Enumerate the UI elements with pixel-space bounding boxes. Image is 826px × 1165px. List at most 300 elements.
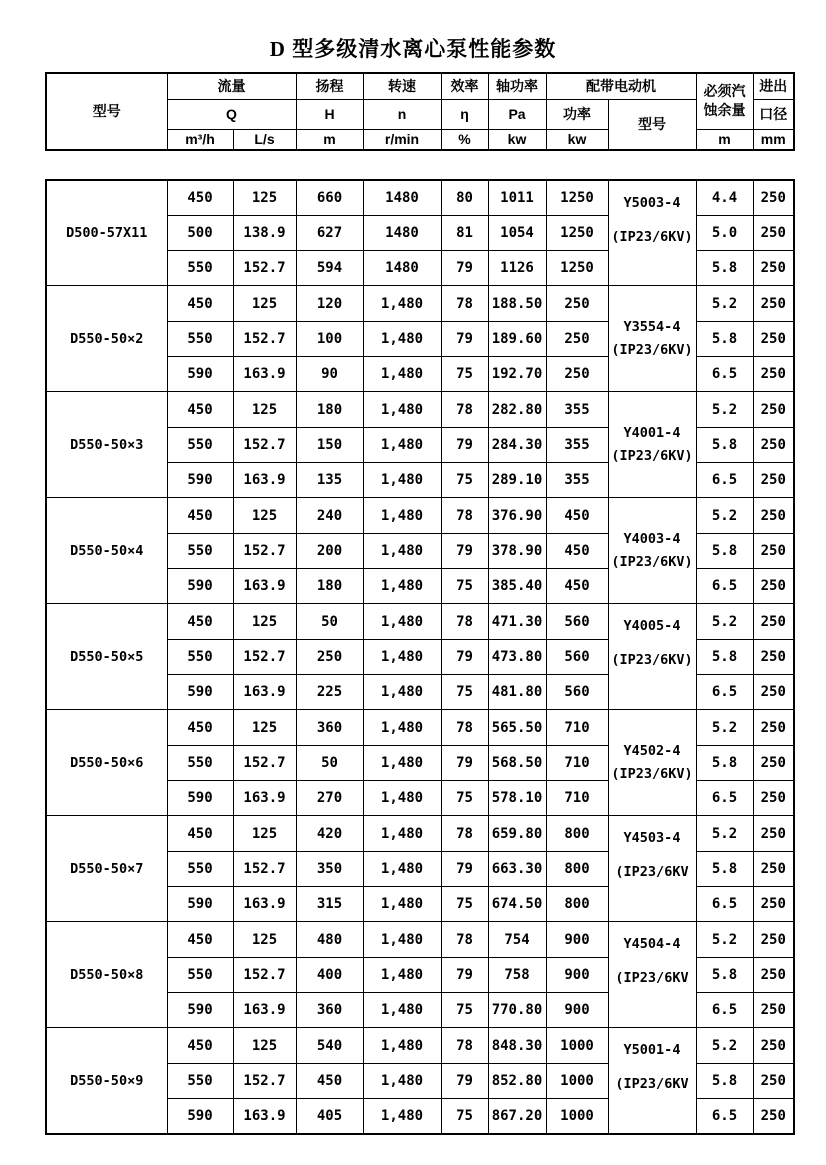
value-cell: 78 [441, 286, 488, 321]
value-cell: 1000 [546, 1063, 608, 1098]
value-cell: 152.7 [233, 533, 296, 568]
value-cell: 78 [441, 1028, 488, 1063]
table-row [46, 498, 794, 533]
value-cell: 163.9 [233, 357, 296, 392]
header-npsh-line2: 蚀余量 [703, 102, 746, 119]
value-cell: 400 [296, 957, 363, 992]
motor-model-text: Y4502-4 (IP23/6KV) [611, 742, 693, 782]
unit-npsh-m: m [696, 129, 753, 150]
value-cell: 125 [233, 816, 296, 851]
value-cell: 710 [546, 745, 608, 780]
port-diameter-cell: 250 [753, 887, 794, 922]
header-motor-group: 配带电动机 [546, 73, 696, 99]
value-cell: 125 [233, 498, 296, 533]
npsh-cell: 5.0 [696, 215, 753, 250]
pump-model-cell: D550-50×9 [46, 1028, 167, 1134]
npsh-cell: 5.2 [696, 922, 753, 957]
value-cell: 192.70 [488, 357, 546, 392]
motor-model-text: Y5001-4 (IP23/6KV [615, 1042, 689, 1093]
npsh-cell: 6.5 [696, 887, 753, 922]
header-npsh [696, 73, 753, 129]
value-cell: 360 [296, 710, 363, 745]
value-cell: 163.9 [233, 993, 296, 1028]
value-cell: 568.50 [488, 745, 546, 780]
value-cell: 152.7 [233, 321, 296, 356]
value-cell: 225 [296, 675, 363, 710]
value-cell: 125 [233, 710, 296, 745]
value-cell: 852.80 [488, 1063, 546, 1098]
value-cell: 75 [441, 993, 488, 1028]
unit-percent: % [441, 129, 488, 150]
value-cell: 125 [233, 392, 296, 427]
value-cell: 125 [233, 180, 296, 215]
value-cell: 150 [296, 427, 363, 462]
value-cell: 590 [167, 357, 233, 392]
value-cell: 450 [167, 604, 233, 639]
header-shaft-power: 轴功率 [488, 73, 546, 99]
header-npsh-line1: 必须汽 [703, 83, 746, 100]
value-cell: 550 [167, 1063, 233, 1098]
value-cell: 1480 [363, 215, 441, 250]
value-cell: 250 [546, 357, 608, 392]
motor-model-cell [608, 604, 696, 710]
motor-model-text: Y3554-4 (IP23/6KV) [611, 318, 693, 358]
value-cell: 1,480 [363, 957, 441, 992]
motor-model-cell [608, 710, 696, 816]
pump-model-cell: D550-50×8 [46, 922, 167, 1028]
header-port-line2: 口径 [753, 99, 794, 129]
value-cell: 754 [488, 922, 546, 957]
port-diameter-cell: 250 [753, 604, 794, 639]
value-cell: 550 [167, 427, 233, 462]
value-cell: 125 [233, 922, 296, 957]
value-cell: 473.80 [488, 639, 546, 674]
pump-model-cell: D500-57X11 [46, 180, 167, 286]
header-model: 型号 [46, 73, 167, 150]
port-diameter-cell: 250 [753, 710, 794, 745]
npsh-cell: 5.2 [696, 286, 753, 321]
value-cell: 590 [167, 781, 233, 816]
port-diameter-cell: 250 [753, 922, 794, 957]
value-cell: 284.30 [488, 427, 546, 462]
value-cell: 75 [441, 887, 488, 922]
unit-m3h: m³/h [167, 129, 233, 150]
value-cell: 405 [296, 1099, 363, 1134]
header-head: 扬程 [296, 73, 363, 99]
value-cell: 289.10 [488, 463, 546, 498]
value-cell: 560 [546, 604, 608, 639]
motor-model-cell [608, 1028, 696, 1134]
header-flow: 流量 [167, 73, 296, 99]
value-cell: 79 [441, 321, 488, 356]
value-cell: 590 [167, 993, 233, 1028]
header-motor-power: 功率 [546, 99, 608, 129]
value-cell: 75 [441, 357, 488, 392]
port-diameter-cell: 250 [753, 675, 794, 710]
value-cell: 152.7 [233, 427, 296, 462]
port-diameter-cell: 250 [753, 639, 794, 674]
value-cell: 79 [441, 251, 488, 286]
value-cell: 250 [296, 639, 363, 674]
value-cell: 163.9 [233, 1099, 296, 1134]
value-cell: 450 [546, 498, 608, 533]
value-cell: 471.30 [488, 604, 546, 639]
value-cell: 385.40 [488, 569, 546, 604]
pump-model-cell: D550-50×6 [46, 710, 167, 816]
header-n-symbol: n [363, 99, 441, 129]
value-cell: 50 [296, 604, 363, 639]
value-cell: 1,480 [363, 851, 441, 886]
table-row [46, 922, 794, 957]
unit-rmin: r/min [363, 129, 441, 150]
port-diameter-cell: 250 [753, 215, 794, 250]
npsh-cell: 6.5 [696, 463, 753, 498]
value-cell: 78 [441, 710, 488, 745]
value-cell: 163.9 [233, 463, 296, 498]
value-cell: 152.7 [233, 1063, 296, 1098]
port-diameter-cell: 250 [753, 569, 794, 604]
value-cell: 152.7 [233, 639, 296, 674]
value-cell: 79 [441, 1063, 488, 1098]
value-cell: 355 [546, 392, 608, 427]
port-diameter-cell: 250 [753, 357, 794, 392]
value-cell: 1,480 [363, 357, 441, 392]
value-cell: 800 [546, 887, 608, 922]
value-cell: 660 [296, 180, 363, 215]
value-cell: 180 [296, 392, 363, 427]
value-cell: 200 [296, 533, 363, 568]
value-cell: 450 [167, 1028, 233, 1063]
port-diameter-cell: 250 [753, 1099, 794, 1134]
value-cell: 450 [167, 816, 233, 851]
value-cell: 1000 [546, 1099, 608, 1134]
header-eta-symbol: η [441, 99, 488, 129]
pump-model-cell: D550-50×5 [46, 604, 167, 710]
value-cell: 900 [546, 993, 608, 1028]
value-cell: 674.50 [488, 887, 546, 922]
npsh-cell: 6.5 [696, 993, 753, 1028]
table-row [46, 392, 794, 427]
npsh-cell: 5.8 [696, 851, 753, 886]
value-cell: 78 [441, 392, 488, 427]
value-cell: 590 [167, 675, 233, 710]
value-cell: 565.50 [488, 710, 546, 745]
value-cell: 800 [546, 816, 608, 851]
port-diameter-cell: 250 [753, 463, 794, 498]
motor-model-cell [608, 922, 696, 1028]
value-cell: 420 [296, 816, 363, 851]
unit-ls: L/s [233, 129, 296, 150]
npsh-cell: 5.8 [696, 321, 753, 356]
value-cell: 550 [167, 639, 233, 674]
table-row [46, 1028, 794, 1063]
value-cell: 540 [296, 1028, 363, 1063]
value-cell: 376.90 [488, 498, 546, 533]
value-cell: 79 [441, 851, 488, 886]
port-diameter-cell: 250 [753, 321, 794, 356]
value-cell: 450 [296, 1063, 363, 1098]
value-cell: 90 [296, 357, 363, 392]
value-cell: 1,480 [363, 533, 441, 568]
value-cell: 138.9 [233, 215, 296, 250]
value-cell: 481.80 [488, 675, 546, 710]
value-cell: 1000 [546, 1028, 608, 1063]
port-diameter-cell: 250 [753, 498, 794, 533]
value-cell: 79 [441, 639, 488, 674]
value-cell: 240 [296, 498, 363, 533]
motor-model-text: Y4005-4 (IP23/6KV) [611, 618, 693, 669]
value-cell: 590 [167, 887, 233, 922]
npsh-cell: 6.5 [696, 1099, 753, 1134]
value-cell: 900 [546, 922, 608, 957]
value-cell: 848.30 [488, 1028, 546, 1063]
value-cell: 350 [296, 851, 363, 886]
value-cell: 125 [233, 604, 296, 639]
value-cell: 659.80 [488, 816, 546, 851]
value-cell: 79 [441, 745, 488, 780]
unit-kw-shaft: kw [488, 129, 546, 150]
value-cell: 79 [441, 533, 488, 568]
value-cell: 163.9 [233, 781, 296, 816]
npsh-cell: 6.5 [696, 675, 753, 710]
value-cell: 75 [441, 569, 488, 604]
value-cell: 550 [167, 533, 233, 568]
port-diameter-cell: 250 [753, 251, 794, 286]
value-cell: 1,480 [363, 1028, 441, 1063]
value-cell: 270 [296, 781, 363, 816]
value-cell: 152.7 [233, 851, 296, 886]
value-cell: 188.50 [488, 286, 546, 321]
npsh-cell: 6.5 [696, 569, 753, 604]
value-cell: 710 [546, 710, 608, 745]
npsh-cell: 5.2 [696, 392, 753, 427]
value-cell: 1,480 [363, 639, 441, 674]
table-row [46, 180, 794, 215]
value-cell: 1054 [488, 215, 546, 250]
npsh-cell: 5.2 [696, 498, 753, 533]
npsh-cell: 5.8 [696, 427, 753, 462]
spec-table-body [45, 179, 795, 1135]
npsh-cell: 6.5 [696, 357, 753, 392]
value-cell: 163.9 [233, 887, 296, 922]
value-cell: 867.20 [488, 1099, 546, 1134]
value-cell: 163.9 [233, 675, 296, 710]
value-cell: 75 [441, 781, 488, 816]
value-cell: 250 [546, 321, 608, 356]
npsh-cell: 5.2 [696, 1028, 753, 1063]
value-cell: 1480 [363, 251, 441, 286]
value-cell: 1250 [546, 180, 608, 215]
value-cell: 450 [167, 922, 233, 957]
motor-model-text: Y4503-4 (IP23/6KV [615, 830, 689, 881]
page-title: D 型多级清水离心泵性能参数 [269, 37, 557, 61]
value-cell: 75 [441, 675, 488, 710]
npsh-cell: 5.8 [696, 745, 753, 780]
value-cell: 550 [167, 851, 233, 886]
npsh-cell: 5.2 [696, 604, 753, 639]
pump-model-cell: D550-50×3 [46, 392, 167, 498]
value-cell: 450 [546, 533, 608, 568]
value-cell: 282.80 [488, 392, 546, 427]
value-cell: 50 [296, 745, 363, 780]
npsh-cell: 6.5 [696, 781, 753, 816]
value-cell: 627 [296, 215, 363, 250]
value-cell: 81 [441, 215, 488, 250]
value-cell: 1,480 [363, 427, 441, 462]
port-diameter-cell: 250 [753, 993, 794, 1028]
spec-table-header [45, 72, 795, 151]
header-h-symbol: H [296, 99, 363, 129]
value-cell: 758 [488, 957, 546, 992]
value-cell: 560 [546, 639, 608, 674]
value-cell: 355 [546, 427, 608, 462]
port-diameter-cell: 250 [753, 851, 794, 886]
value-cell: 590 [167, 1099, 233, 1134]
pump-model-cell: D550-50×2 [46, 286, 167, 392]
motor-model-cell [608, 180, 696, 286]
port-diameter-cell: 250 [753, 180, 794, 215]
value-cell: 1,480 [363, 993, 441, 1028]
value-cell: 900 [546, 957, 608, 992]
value-cell: 1250 [546, 251, 608, 286]
value-cell: 1,480 [363, 816, 441, 851]
value-cell: 1,480 [363, 745, 441, 780]
value-cell: 1,480 [363, 392, 441, 427]
value-cell: 550 [167, 745, 233, 780]
value-cell: 770.80 [488, 993, 546, 1028]
table-row [46, 604, 794, 639]
value-cell: 78 [441, 498, 488, 533]
npsh-cell: 5.8 [696, 1063, 753, 1098]
motor-model-cell [608, 498, 696, 604]
motor-model-text: Y4504-4 (IP23/6KV [615, 936, 689, 987]
value-cell: 79 [441, 427, 488, 462]
value-cell: 135 [296, 463, 363, 498]
value-cell: 450 [167, 498, 233, 533]
npsh-cell: 5.2 [696, 816, 753, 851]
header-q-symbol: Q [167, 99, 296, 129]
port-diameter-cell: 250 [753, 957, 794, 992]
value-cell: 1,480 [363, 498, 441, 533]
header-motor-model: 型号 [608, 99, 696, 150]
value-cell: 355 [546, 463, 608, 498]
value-cell: 550 [167, 957, 233, 992]
value-cell: 152.7 [233, 745, 296, 780]
value-cell: 1480 [363, 180, 441, 215]
value-cell: 78 [441, 816, 488, 851]
value-cell: 1250 [546, 215, 608, 250]
value-cell: 1011 [488, 180, 546, 215]
unit-m: m [296, 129, 363, 150]
value-cell: 1126 [488, 251, 546, 286]
port-diameter-cell: 250 [753, 1028, 794, 1063]
value-cell: 500 [167, 215, 233, 250]
value-cell: 125 [233, 1028, 296, 1063]
value-cell: 578.10 [488, 781, 546, 816]
table-row [46, 816, 794, 851]
value-cell: 1,480 [363, 675, 441, 710]
value-cell: 120 [296, 286, 363, 321]
npsh-cell: 5.2 [696, 710, 753, 745]
motor-model-text: Y5003-4 (IP23/6KV) [611, 195, 693, 245]
value-cell: 152.7 [233, 957, 296, 992]
value-cell: 1,480 [363, 1099, 441, 1134]
motor-model-text: Y4003-4 (IP23/6KV) [611, 530, 693, 570]
value-cell: 1,480 [363, 604, 441, 639]
value-cell: 450 [167, 286, 233, 321]
value-cell: 1,480 [363, 1063, 441, 1098]
value-cell: 360 [296, 993, 363, 1028]
value-cell: 78 [441, 604, 488, 639]
port-diameter-cell: 250 [753, 427, 794, 462]
value-cell: 189.60 [488, 321, 546, 356]
value-cell: 590 [167, 569, 233, 604]
value-cell: 560 [546, 675, 608, 710]
value-cell: 663.30 [488, 851, 546, 886]
value-cell: 710 [546, 781, 608, 816]
value-cell: 1,480 [363, 887, 441, 922]
value-cell: 550 [167, 251, 233, 286]
value-cell: 80 [441, 180, 488, 215]
npsh-cell: 5.8 [696, 251, 753, 286]
value-cell: 100 [296, 321, 363, 356]
unit-kw-motor: kw [546, 129, 608, 150]
npsh-cell: 5.8 [696, 957, 753, 992]
npsh-cell: 5.8 [696, 639, 753, 674]
port-diameter-cell: 250 [753, 745, 794, 780]
value-cell: 590 [167, 463, 233, 498]
port-diameter-cell: 250 [753, 286, 794, 321]
value-cell: 152.7 [233, 251, 296, 286]
value-cell: 450 [546, 569, 608, 604]
port-diameter-cell: 250 [753, 392, 794, 427]
value-cell: 1,480 [363, 781, 441, 816]
table-row [46, 286, 794, 321]
value-cell: 1,480 [363, 463, 441, 498]
value-cell: 1,480 [363, 569, 441, 604]
value-cell: 594 [296, 251, 363, 286]
motor-model-cell [608, 286, 696, 392]
npsh-cell: 5.8 [696, 533, 753, 568]
motor-model-text: Y4001-4 (IP23/6KV) [611, 424, 693, 464]
port-diameter-cell: 250 [753, 781, 794, 816]
value-cell: 1,480 [363, 922, 441, 957]
value-cell: 378.90 [488, 533, 546, 568]
port-diameter-cell: 250 [753, 533, 794, 568]
table-row [46, 710, 794, 745]
motor-model-cell [608, 392, 696, 498]
value-cell: 315 [296, 887, 363, 922]
value-cell: 78 [441, 922, 488, 957]
value-cell: 75 [441, 1099, 488, 1134]
value-cell: 450 [167, 710, 233, 745]
value-cell: 1,480 [363, 286, 441, 321]
value-cell: 180 [296, 569, 363, 604]
value-cell: 163.9 [233, 569, 296, 604]
value-cell: 1,480 [363, 321, 441, 356]
header-efficiency: 效率 [441, 73, 488, 99]
npsh-cell: 4.4 [696, 180, 753, 215]
value-cell: 800 [546, 851, 608, 886]
motor-model-cell [608, 816, 696, 922]
value-cell: 550 [167, 321, 233, 356]
unit-mm: mm [753, 129, 794, 150]
port-diameter-cell: 250 [753, 1063, 794, 1098]
pump-model-cell: D550-50×4 [46, 498, 167, 604]
value-cell: 1,480 [363, 710, 441, 745]
header-port-line1: 进出 [753, 73, 794, 99]
value-cell: 250 [546, 286, 608, 321]
